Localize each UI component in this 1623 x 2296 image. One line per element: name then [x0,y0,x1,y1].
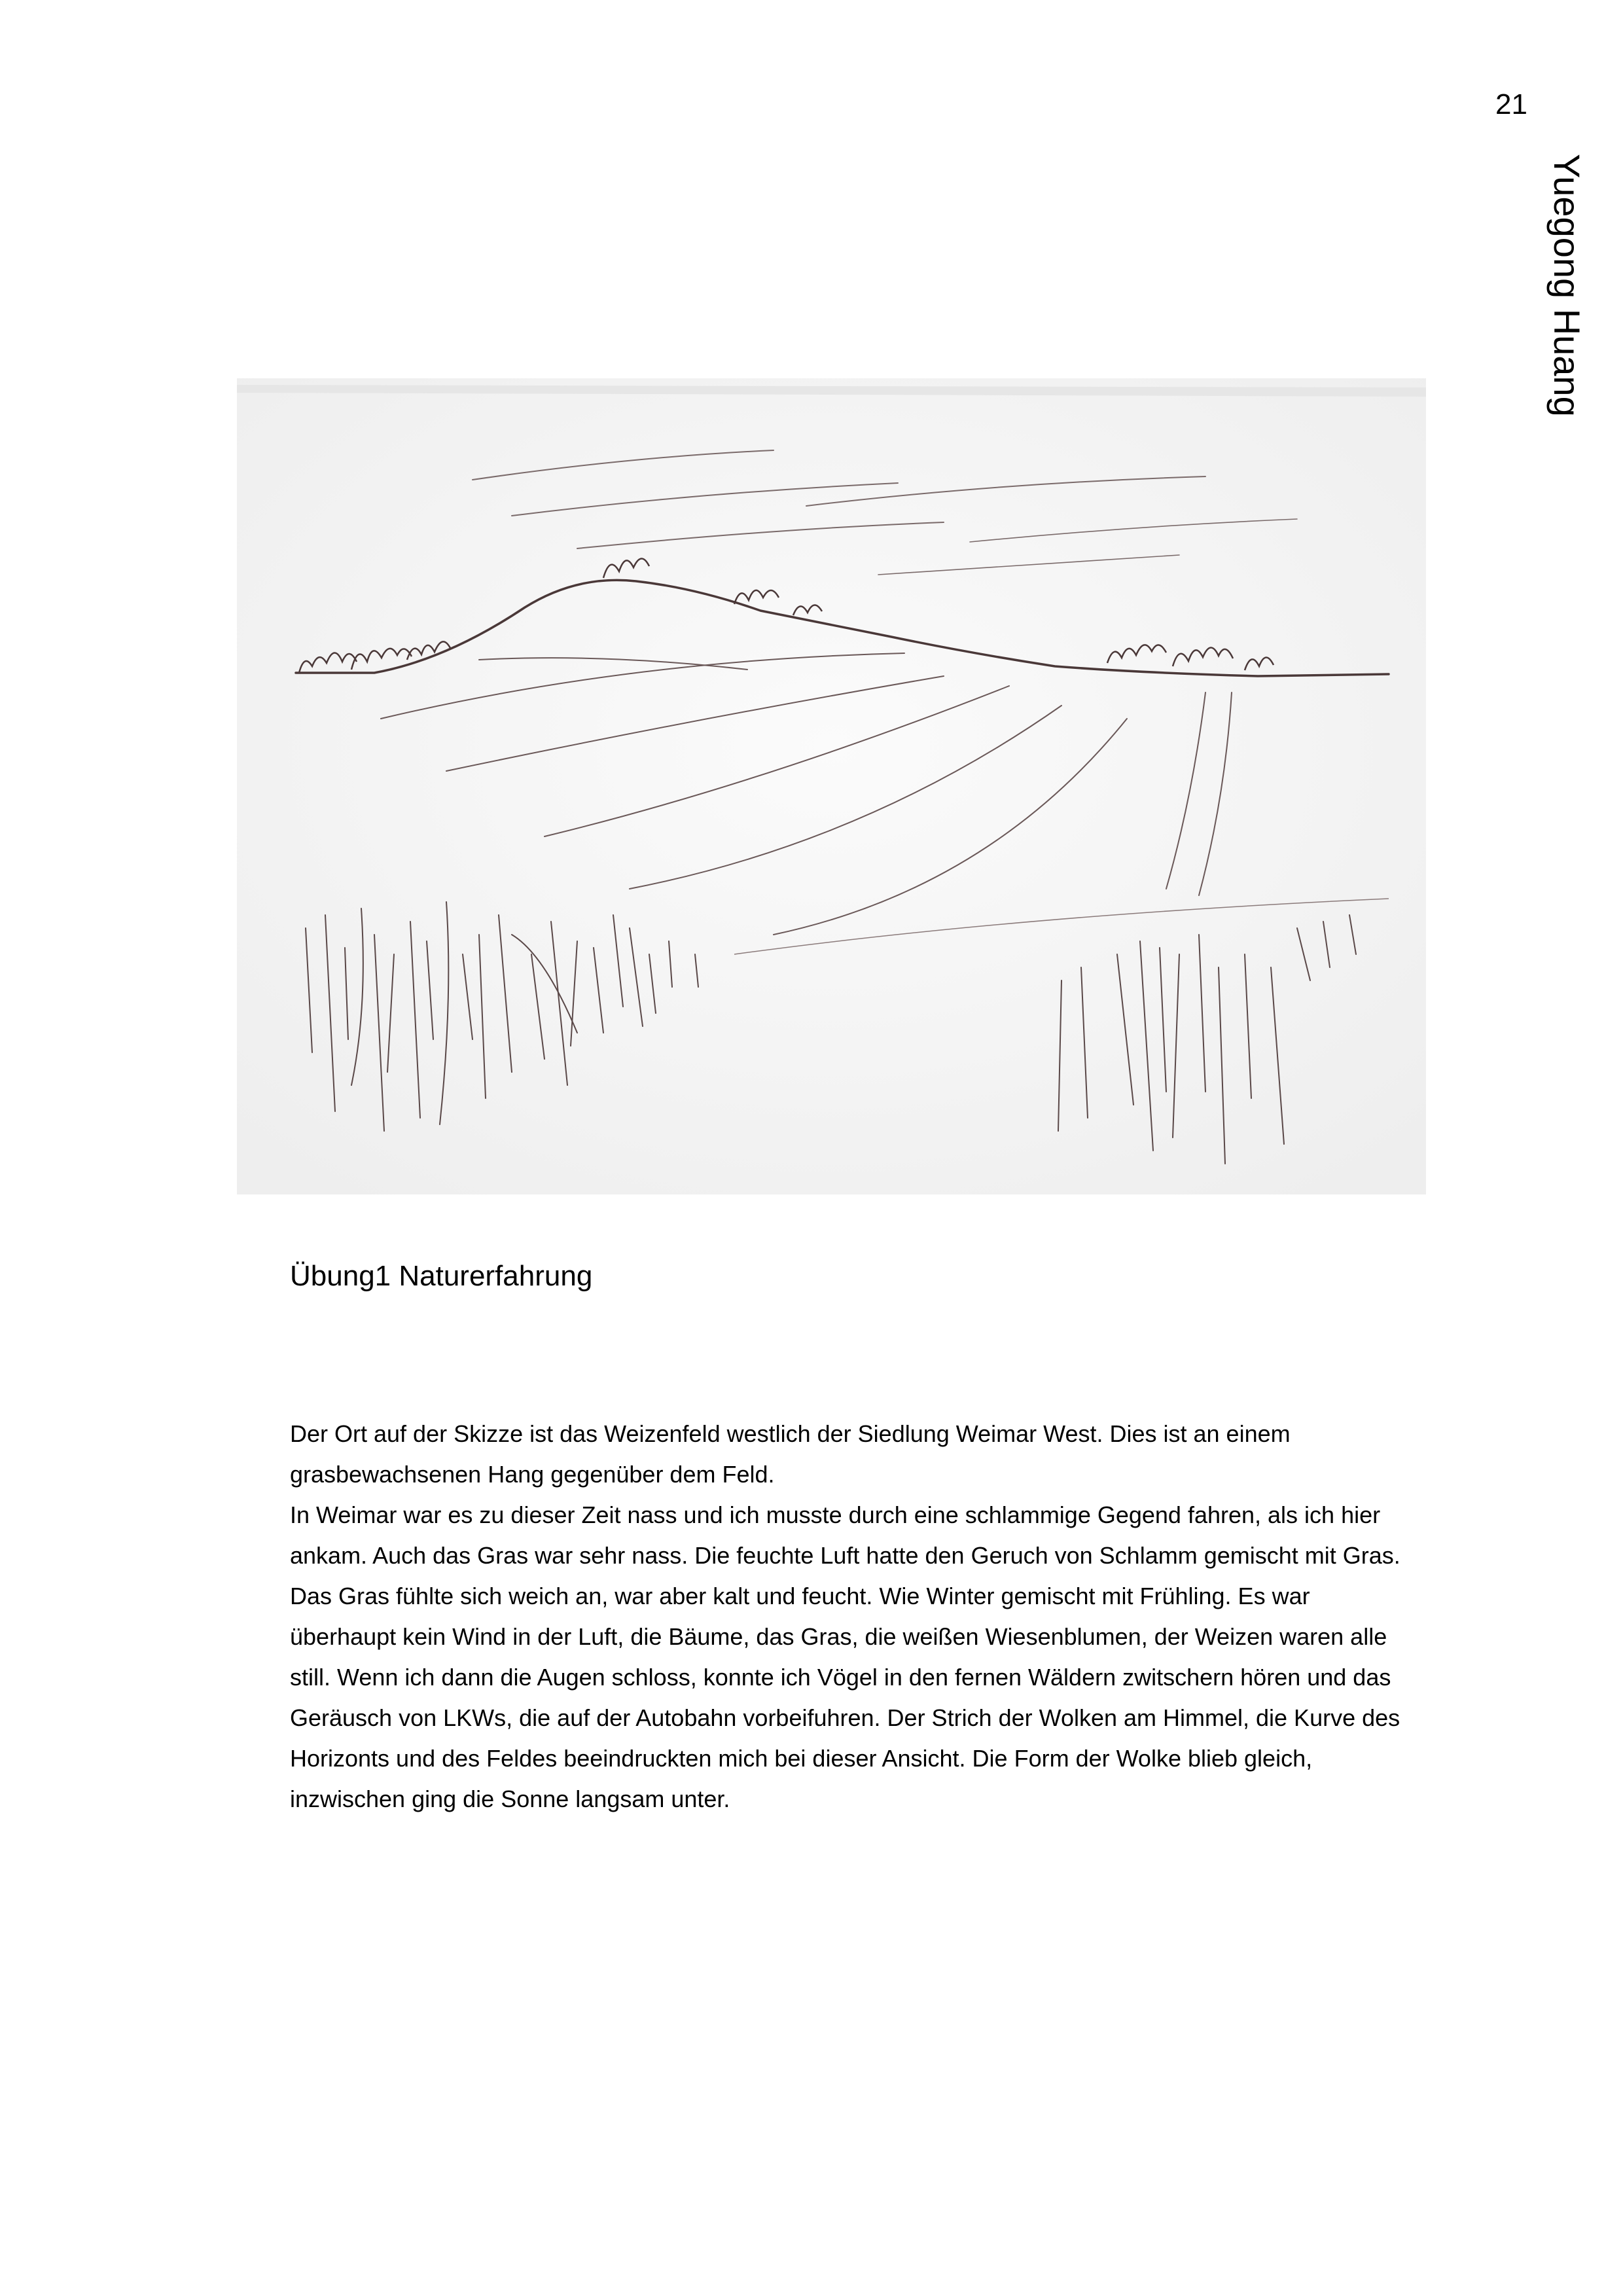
body-text [290,1414,1402,1820]
landscape-sketch [237,378,1426,1194]
page-number: 21 [1495,88,1527,120]
paragraph: In Weimar war es zu dieser Zeit nass und ich musste durch eine schlammige Gegend fahren, als ich hier ankam. Auch das Gras war sehr nass. Die feuchte Luft hatte den Geruch von Schlamm gemischt mit Gras. Das Gras fühlte sich weich an, war aber kalt und feucht. Wie Winter gemischt mit Frühling. Es war überhaupt kein Wind in der Luft, die Bäume, das Gras, die weißen Wiesenblumen, der Weizen waren alle still. Wenn ich dann die Augen schloss, konnte ich Vögel in den fernen Wäldern zwitschern hören und das Geräusch von LKWs, die auf der Autobahn vorbeifuhren. Der Strich der Wolken am Himmel, die Kurve des Horizonts und des Feldes beeindruckten mich bei dieser Ansicht. Die Form der Wolke blieb gleich, inzwischen ging die Sonne langsam unter. [290,1501,1400,1812]
author-name: Yuegong Huang [1546,154,1588,417]
section-heading: Übung1 Naturerfahrung [290,1260,593,1292]
paragraph: Der Ort auf der Skizze ist das Weizenfeld westlich der Siedlung Weimar West. Dies ist an einem grasbewachsenen Hang gegenüber dem Feld. [290,1420,1291,1488]
